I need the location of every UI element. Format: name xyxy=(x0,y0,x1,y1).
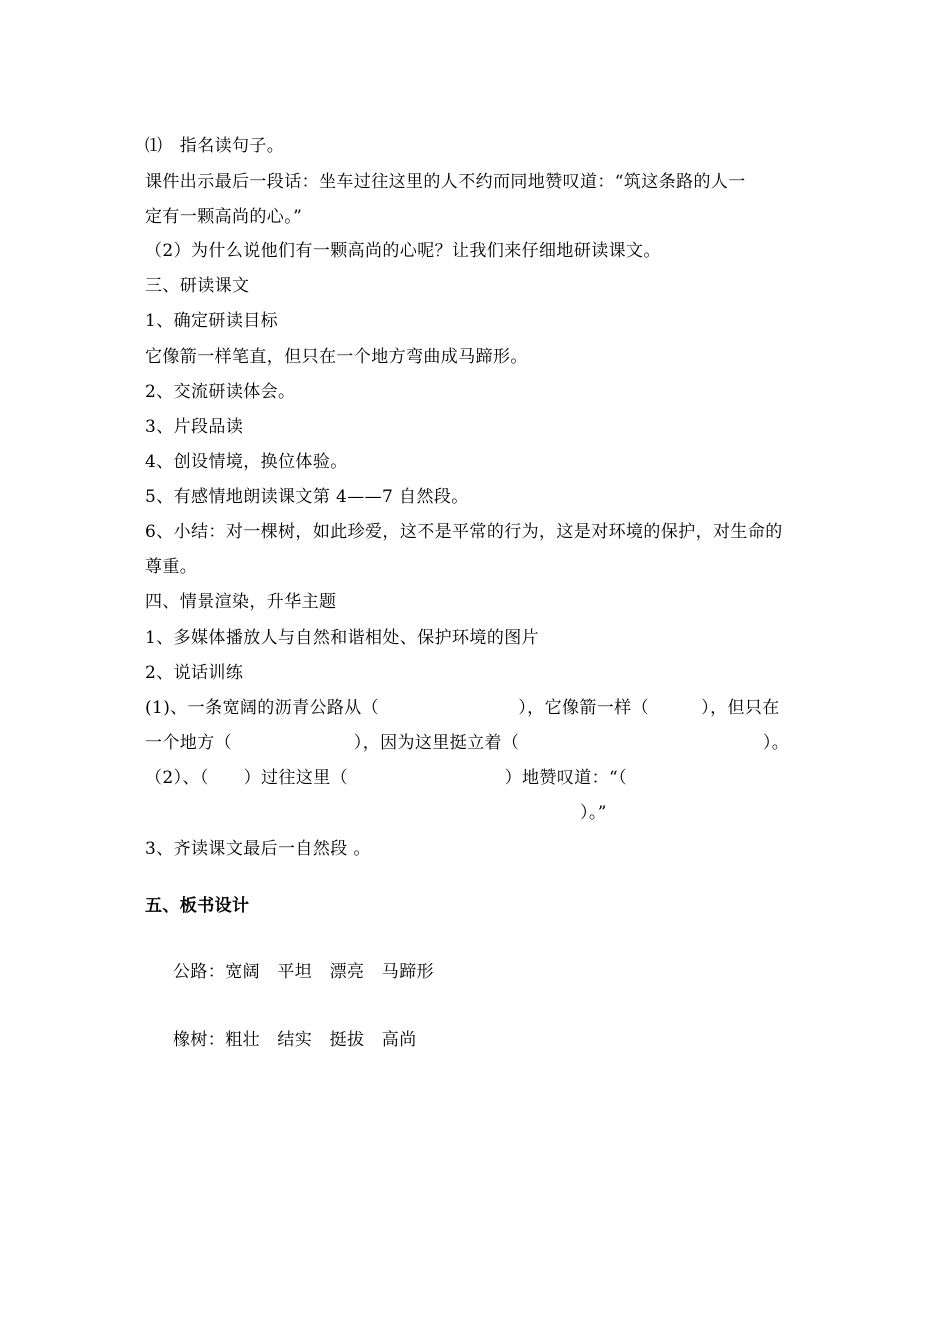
board-design-line: 公路：宽阔 平坦 漂亮 马蹄形 xyxy=(173,962,434,982)
text-line: 它像箭一样笔直，但只在一个地方弯曲成马蹄形。 xyxy=(145,347,528,367)
text-line: 2、说话训练 xyxy=(145,663,244,683)
text-line: 5、有感情地朗读课文第 4——7 自然段。 xyxy=(145,487,469,507)
section-heading: 四、情景渲染，升华主题 xyxy=(145,592,337,612)
text-line: 4、创设情境，换位体验。 xyxy=(145,452,348,472)
section-heading-bold: 五、板书设计 xyxy=(145,896,250,916)
text-line: （2）为什么说他们有一颗高尚的心呢？让我们来仔细地研读课文。 xyxy=(145,241,661,261)
text-line: 课件出示最后一段话：坐车过往这里的人不约而同地赞叹道：“筑这条路的人一 xyxy=(145,172,746,192)
text-line: ）。” xyxy=(145,803,607,823)
text-line: 3、片段品读 xyxy=(145,417,244,437)
section-heading: 三、研读课文 xyxy=(145,276,250,296)
text-line: 1、多媒体播放人与自然和谐相处、保护环境的图片 xyxy=(145,628,540,648)
board-design-line: 橡树：粗壮 结实 挺拔 高尚 xyxy=(173,1030,417,1050)
text-line: 定有一颗高尚的心。” xyxy=(145,207,303,227)
text-line: 尊重。 xyxy=(145,557,198,577)
text-line: （2）、（ ）过往这里（ ）地赞叹道：“（ xyxy=(145,768,628,788)
text-line: ⑴ 指名读句子。 xyxy=(145,136,285,156)
text-line: (1)、一条宽阔的沥青公路从（ ），它像箭一样（ ），但只在 xyxy=(145,698,780,718)
text-line: 2、交流研读体会。 xyxy=(145,382,296,402)
text-line: 3、齐读课文最后一自然段 。 xyxy=(145,839,371,859)
text-line: 一个地方（ ），因为这里挺立着（ ）。 xyxy=(145,733,790,753)
text-line: 6、小结：对一棵树，如此珍爱，这不是平常的行为，这是对环境的保护，对生命的 xyxy=(145,522,783,542)
text-line: 1、确定研读目标 xyxy=(145,311,279,331)
